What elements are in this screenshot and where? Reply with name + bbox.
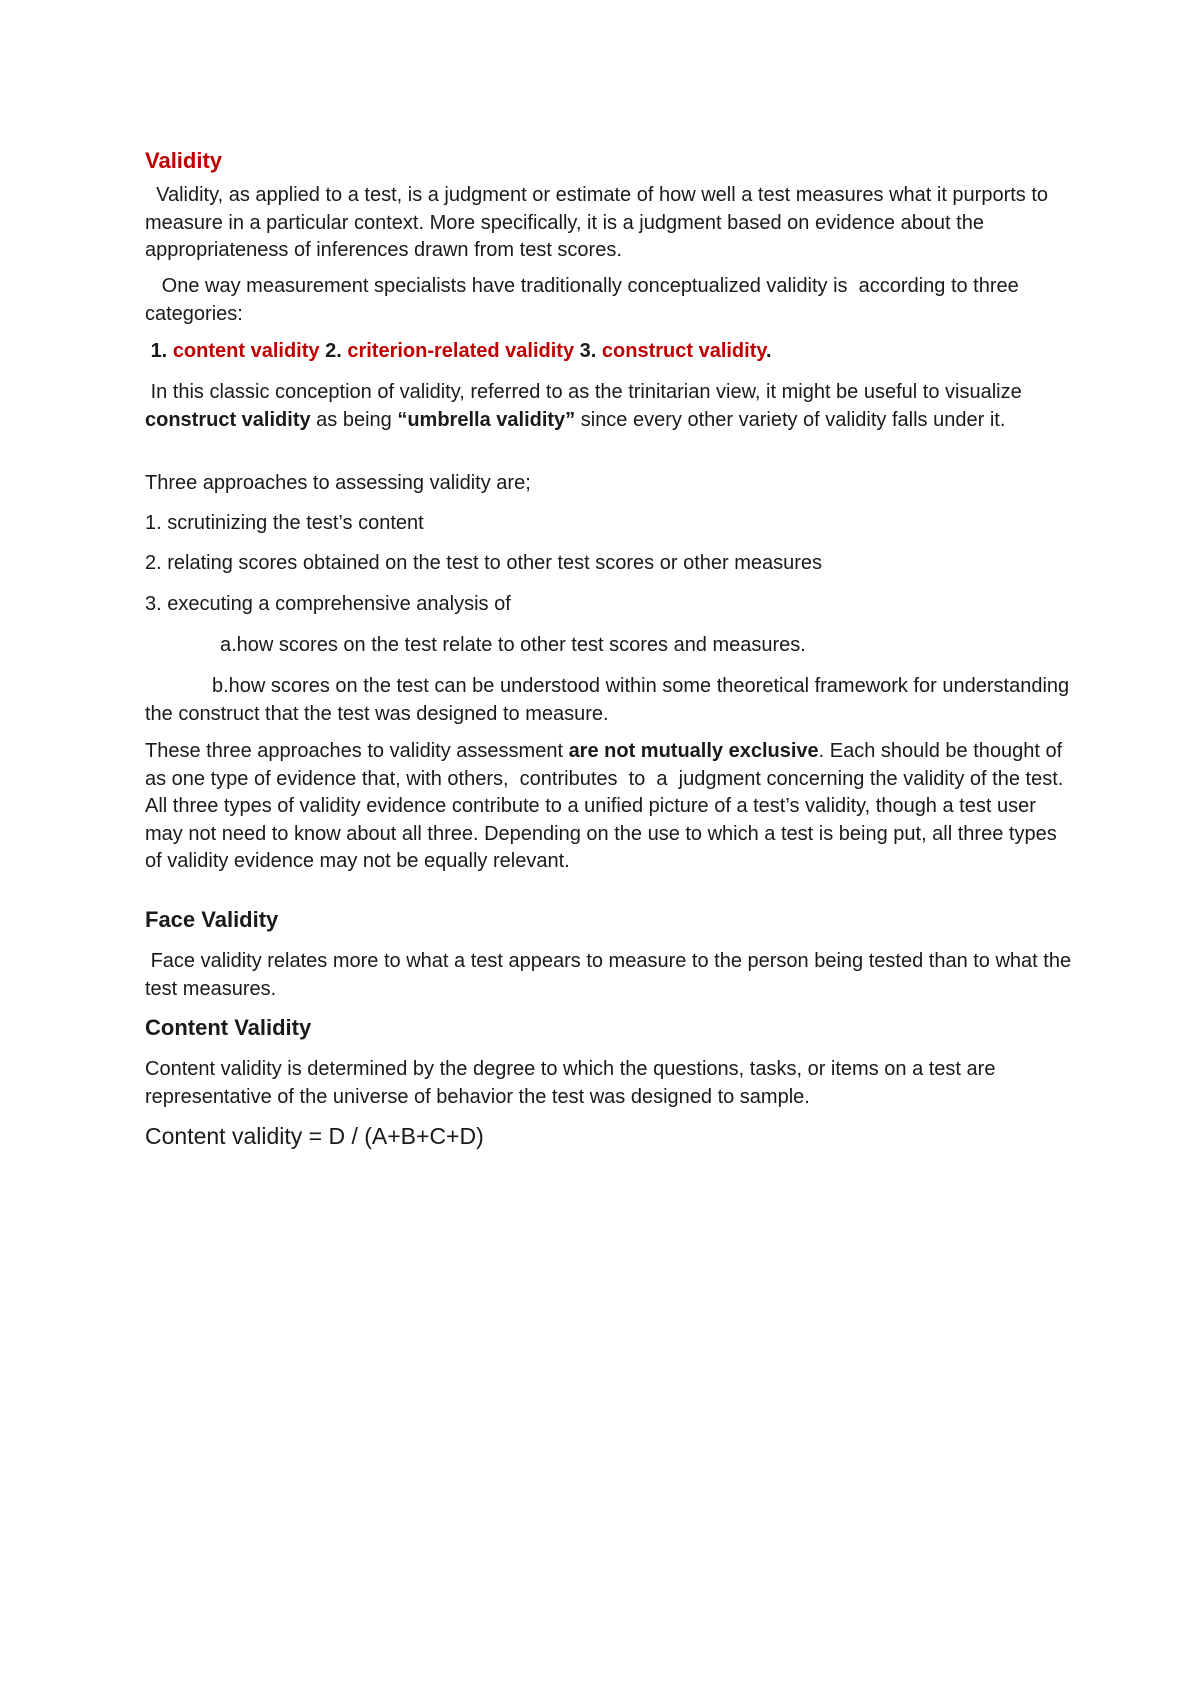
trinitarian-text-1: In this classic conception of validity, referred to as the trinitarian view, it might be useful to visualize — [145, 381, 1028, 403]
trinitarian-bold-umbrella: “umbrella validity” — [397, 408, 576, 431]
category-number-3: 3. — [579, 340, 597, 362]
approach-sub-b — [145, 673, 1075, 728]
trinitarian-bold-construct: construct validity — [145, 408, 311, 431]
approaches-intro: Three approaches to assessing validity are; — [145, 472, 531, 494]
trinitarian-text-2: as being — [310, 408, 398, 431]
content-validity-formula: Content validity = D / (A+B+C+D) — [145, 1123, 484, 1149]
approach-item-2: 2. relating scores obtained on the test to other test scores or other measures — [145, 552, 823, 574]
approach-sub-b-text: b.how scores on the test can be understood within some theoretical framework for understanding the construct that the test was designed to measure. — [145, 675, 1070, 725]
intro-paragraph: Validity, as applied to a test, is a judgment or estimate of how well a test measures what it purports to measure in a particular context. More specifically, it is a judgment based on evidence about the appropriateness of inferences drawn from test scores. — [145, 184, 1054, 261]
exclusive-bold: are not mutually exclusive — [568, 740, 819, 762]
category-construct-validity: construct validity — [601, 340, 767, 362]
exclusive-text-1: These three approaches to validity assessment — [145, 740, 569, 762]
exclusive-text-2: . Each should be thought of as one type of evidence that, with others, contributes to a judgment concerning the validity of the test. All three types of validity evidence contribute to a unified picture of a test’s validity, though a test user may not need to know about all three. Depending on the use to which a test is being put, all three types of validity evidence may not be equally relevant. — [145, 740, 1068, 872]
trinitarian-text-3: since every other variety of validity falls under it. — [575, 408, 1006, 431]
face-validity-paragraph: Face validity relates more to what a test appears to measure to the person being tested than to what the test measures. — [145, 950, 1077, 1000]
trinitarian-paragraph — [145, 379, 1075, 434]
approach-item-1: 1. scrutinizing the test’s content — [145, 512, 424, 534]
face-validity-heading: Face Validity — [145, 907, 279, 932]
category-end: . — [766, 340, 772, 362]
categories-list — [145, 338, 1075, 366]
content-validity-paragraph: Content validity is determined by the degree to which the questions, tasks, or items on a test are representative of the universe of behavior the test was designed to sample. — [145, 1058, 996, 1108]
approach-item-3: 3. executing a comprehensive analysis of — [145, 593, 511, 615]
category-content-validity: content validity — [172, 340, 320, 362]
category-number-1: 1. — [145, 340, 168, 362]
approach-sub-a: a.how scores on the test relate to other test scores and measures. — [220, 634, 806, 656]
category-number-2: 2. — [325, 340, 342, 362]
category-criterion-related-validity: criterion-related validity — [347, 340, 575, 362]
content-validity-heading: Content Validity — [145, 1015, 312, 1040]
categories-intro-paragraph: One way measurement specialists have traditionally conceptualized validity is according to three categories: — [145, 275, 1025, 325]
exclusive-paragraph — [145, 738, 1075, 876]
page-title: Validity — [145, 148, 223, 173]
